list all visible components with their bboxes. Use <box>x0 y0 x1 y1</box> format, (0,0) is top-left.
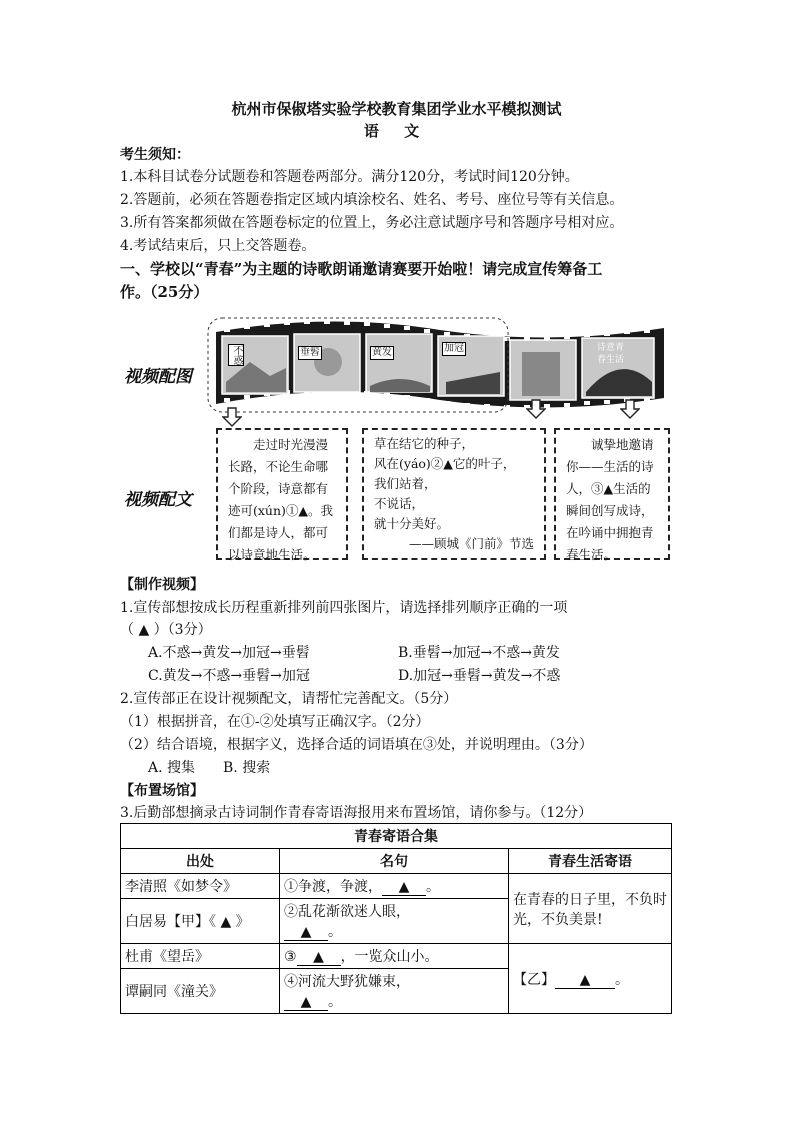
part-heading: 【布置场馆】 <box>120 783 204 799</box>
line-cell: ②乱花渐欲迷人眼， ▲ 。 <box>280 899 509 944</box>
source-cell: 杜甫《望岳》 <box>121 944 280 969</box>
video-pictures-label: 视频配图 <box>124 367 192 387</box>
answer-blank: ▲ <box>284 994 328 1011</box>
option-d: D.加冠→垂髫→黄发→不惑 <box>398 668 561 684</box>
answer-blank: ▲ <box>555 972 615 989</box>
notice-block <box>120 144 680 264</box>
line-cell: ①争渡，争渡， ▲ 。 <box>280 874 509 899</box>
frame-label-buhuo: 不惑 <box>228 344 244 366</box>
notice-item: 2.答题前，必须在答题卷指定区域内填涂校名、姓名、考号、座位号等有关信息。 <box>120 192 624 208</box>
source-cell: 李清照《如梦令》 <box>121 874 280 899</box>
question-3: 3.后勤部想摘录古诗词制作青春寄语海报用来布置场馆，请你参与。（12分） <box>120 805 593 821</box>
line-cell <box>280 944 509 969</box>
option-c: C.黄发→不惑→垂髫→加冠 <box>148 668 310 684</box>
question-1: 1.宣传部想按成长历程重新排列前四张图片，请选择排列顺序正确的一项 <box>120 600 568 616</box>
table-row <box>121 944 672 969</box>
table-caption: 青春寄语合集 <box>121 824 672 849</box>
source-cell: 谭嗣同《潼关》 <box>121 969 280 1014</box>
table-header: 出处 <box>121 849 280 874</box>
section-heading: 一、学校以“青春”为主题的诗歌朗诵邀请赛要开始啦！请完成宣传筹备工 <box>120 260 603 278</box>
message-cell: 【乙】 ▲ 。 <box>509 944 672 1014</box>
arrow-down-icon <box>526 398 546 420</box>
line-text: ②乱花渐欲迷人眼， <box>284 904 410 920</box>
video-texts-label: 视频配文 <box>124 490 192 510</box>
poem-line: 风在(yáo)②▲它的叶子， <box>374 456 516 471</box>
message-cell: 在青春的日子里，不负时光，不负美景! <box>509 874 672 944</box>
table-header: 青春生活寄语 <box>509 849 672 874</box>
option-b: B.垂髫→加冠→不惑→黄发 <box>398 645 560 661</box>
subject-title: 语 文 <box>363 122 430 140</box>
frame-group-outline <box>206 316 512 416</box>
poem-table <box>120 823 672 1014</box>
source-cell: 白居易【甲】《 ▲ 》 <box>121 899 280 944</box>
question-2-options: A. 搜集 B. 搜索 <box>148 760 271 776</box>
notice-heading: 考生须知： <box>120 147 190 163</box>
caption-box-3: 诚挚地邀请你——生活的诗人，③▲生活的瞬间创写成诗，在吟诵中拥抱青春生活。 <box>554 428 670 560</box>
question-1-cont: （ ▲ ）（3分） <box>120 622 212 638</box>
arrow-down-icon <box>222 406 242 428</box>
part-heading: 【制作视频】 <box>120 577 204 593</box>
arrow-down-icon <box>620 398 640 420</box>
make-video-section <box>120 574 680 784</box>
notice-item: 1.本科目试卷分试题卷和答题卷两部分。满分120分，考试时间120分钟。 <box>120 169 579 185</box>
message-prefix: 【乙】 <box>513 971 555 988</box>
frame-label-huangfa: 黄发 <box>372 347 392 358</box>
poem-line: 我们站着， <box>374 476 437 491</box>
caption-box-2 <box>362 428 546 560</box>
table-header: 名句 <box>280 849 509 874</box>
poem-line: 就十分美好。 <box>374 516 450 531</box>
caption-box-1: 走过时光漫漫长路，不论生命哪个阶段，诗意都有迹可(xún)①▲。我们都是诗人，都可以诗意地生活。 <box>216 428 348 560</box>
poem-source: ——顾城《门前》节选 <box>408 536 534 551</box>
poem-line: 不说话， <box>374 496 425 511</box>
line-text: ④河流大野犹嫌束， <box>284 974 410 990</box>
question-2-2: （2）结合语境，根据字义，选择合适的词语填在③处，并说明理由。（3分） <box>120 737 593 753</box>
frame-label-jiaguan: 加冠 <box>444 343 464 354</box>
frame-label-chuitiao: 垂髫 <box>300 347 320 358</box>
answer-blank: ▲ <box>297 949 341 966</box>
notice-item: 4.考试结束后，只上交答题卷。 <box>120 238 316 254</box>
poem-line: 草在结它的种子， <box>374 436 475 451</box>
line-text: ③ <box>284 949 297 965</box>
question-2-1: （1）根据拼音，在①-②处填写正确汉字。（2分） <box>120 714 430 730</box>
line-text: ，一览众山小。 <box>340 949 439 965</box>
page-title: 杭州市保俶塔实验学校教育集团学业水平模拟测试 <box>231 100 562 118</box>
table-row <box>121 874 672 899</box>
answer-blank: ▲ <box>382 879 426 896</box>
question-2: 2.宣传部正在设计视频配文，请帮忙完善配文。（5分） <box>120 691 458 707</box>
line-text: ①争渡，争渡， <box>284 879 382 895</box>
notice-item: 3.所有答案都须做在答题卷标定的位置上，务必注意试题序号和答题序号相对应。 <box>120 215 624 231</box>
line-cell: ④河流大野犹嫌束， ▲ 。 <box>280 969 509 1014</box>
section-heading-cont: 作。（25分） <box>120 283 209 301</box>
frame-label-poetic-youth: 诗意青春生活 <box>597 343 625 365</box>
option-a: A.不惑→黄发→加冠→垂髫 <box>148 645 310 661</box>
answer-blank: ▲ <box>284 924 328 941</box>
